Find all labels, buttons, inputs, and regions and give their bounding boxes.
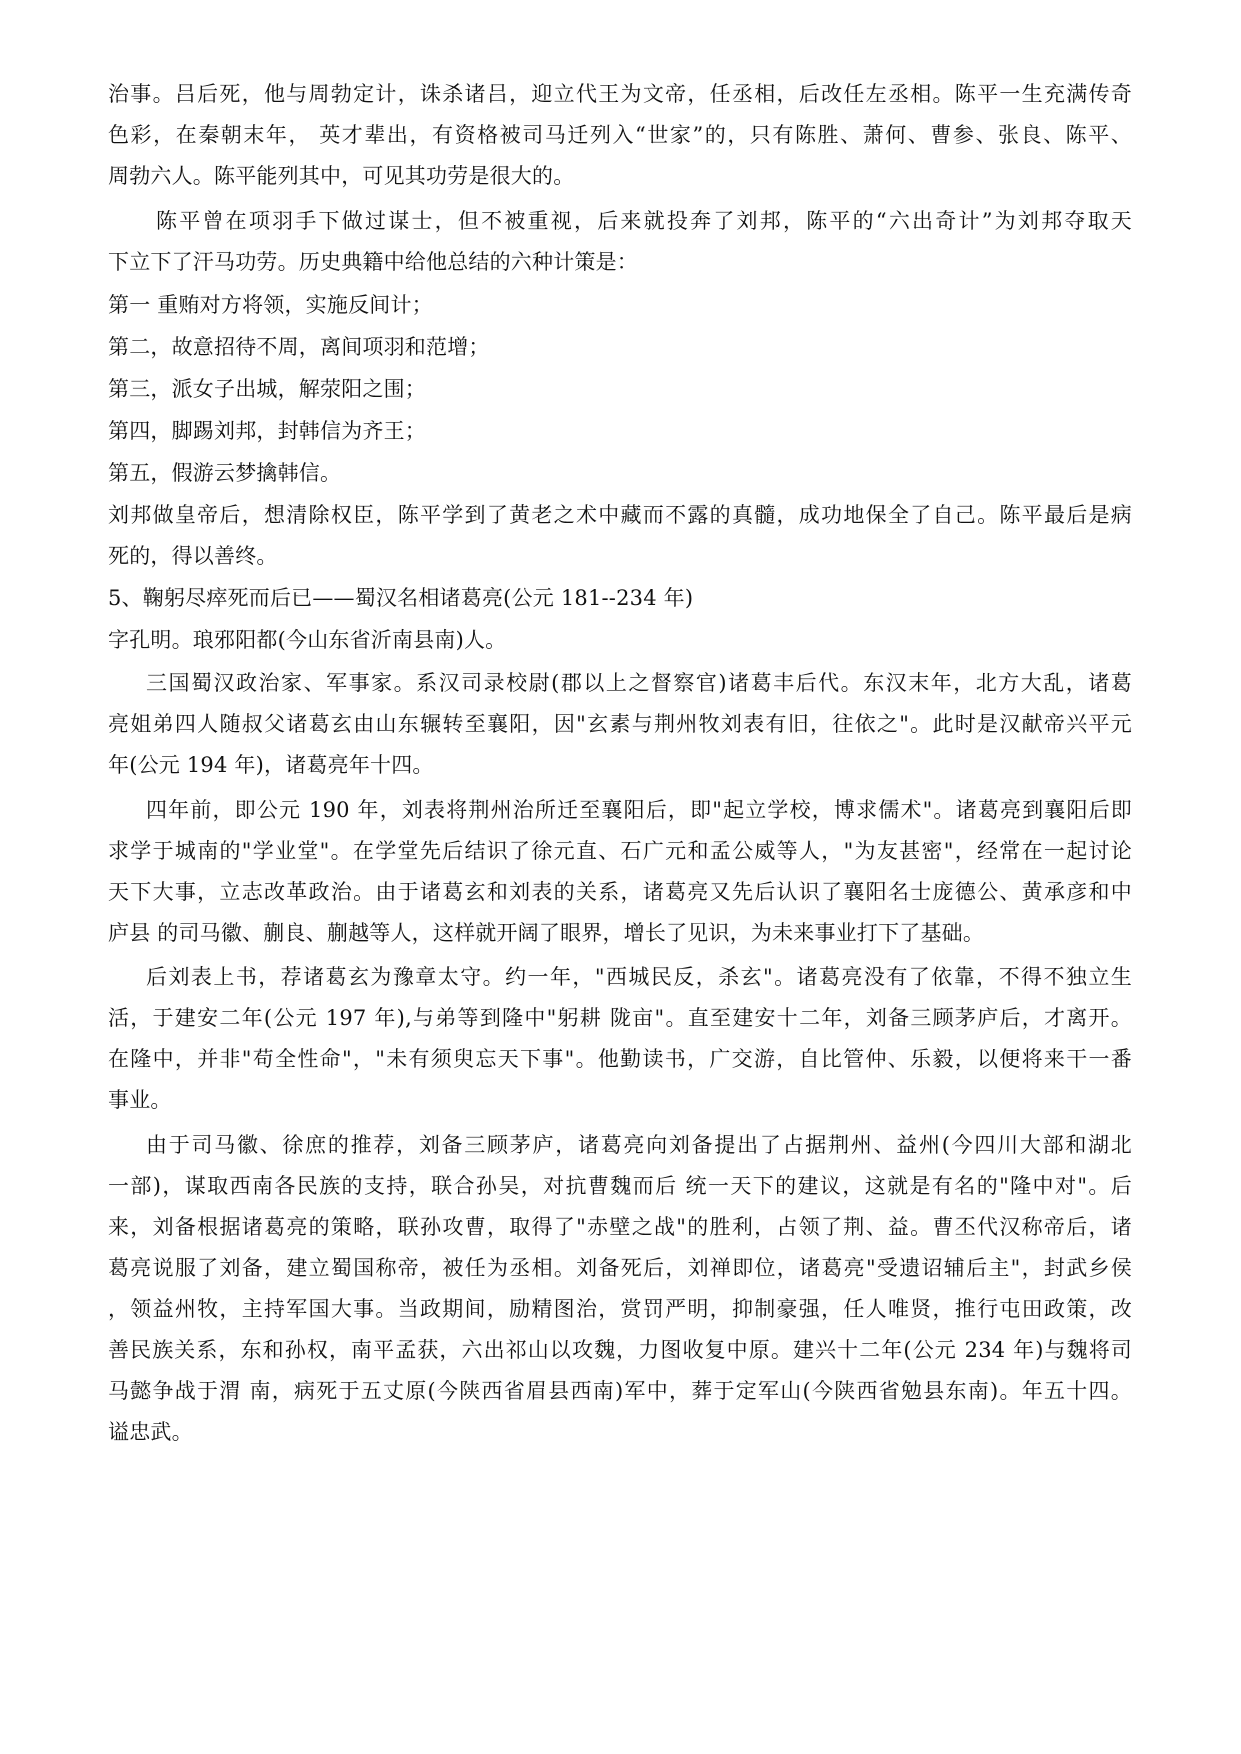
text-line: 后刘表上书，荐诸葛玄为豫章太守。约一年，"西城民反，杀玄"。诸葛亮没有了依靠，不得不独立生: [146, 965, 1132, 989]
text-line: ，领益州牧，主持军国大事。当政期间，励精图治，赏罚严明，抑制豪强，任人唯贤，推行屯田政策，改: [108, 1297, 1132, 1321]
text-line: 色彩，在秦朝末年， 英才辈出，有资格被司马迁列入“世家”的，只有陈胜、萧何、曹参、张良、陈平、: [108, 123, 1132, 147]
text-line: 谥忠武。: [108, 1420, 193, 1444]
text-line: 来，刘备根据诸葛亮的策略，联孙攻曹，取得了"赤壁之战"的胜利，占领了荆、益。曹丕代汉称帝后，诸: [108, 1215, 1132, 1239]
text-line: 马懿争战于渭 南，病死于五丈原(今陕西省眉县西南)军中，葬于定军山(今陕西省勉县东南)。年五十四。: [108, 1379, 1132, 1403]
text-line: 由于司马徽、徐庶的推荐，刘备三顾茅庐，诸葛亮向刘备提出了占据荆州、益州(今四川大部和湖北: [146, 1133, 1132, 1157]
list-item: 第三，派女子出城，解荥阳之围；: [108, 377, 426, 401]
section-heading: 5、鞠躬尽瘁死而后已——蜀汉名相诸葛亮(公元 181--234 年): [108, 586, 694, 610]
list-item: 第五，假游云梦擒韩信。: [108, 461, 342, 485]
text-line: 一部)，谋取西南各民族的支持，联合孙吴，对抗曹魏而后 统一天下的建议，这就是有名的"隆中对"。后: [108, 1174, 1132, 1198]
text-line: 求学于城南的"学业堂"。在学堂先后结识了徐元直、石广元和孟公威等人，"为友甚密"，经常在一起讨论: [108, 839, 1132, 863]
text-line: 四年前，即公元 190 年，刘表将荆州治所迁至襄阳后，即"起立学校，博求儒术"。诸葛亮到襄阳后即: [146, 798, 1132, 822]
text-line: 陈平曾在项羽手下做过谋士，但不被重视，后来就投奔了刘邦，陈平的“六出奇计”为刘邦夺取天: [156, 209, 1132, 233]
list-item: 第四，脚踢刘邦，封韩信为齐王；: [108, 419, 426, 443]
text-line: 字孔明。琅邪阳都(今山东省沂南县南)人。: [108, 628, 507, 652]
text-line: 葛亮说服了刘备，建立蜀国称帝，被任为丞相。刘备死后，刘禅即位，诸葛亮"受遗诏辅后主"，封武乡侯: [108, 1256, 1132, 1280]
list-item: 第二，故意招待不周，离间项羽和范增；: [108, 335, 490, 359]
text-line: 善民族关系，东和孙权，南平孟获，六出祁山以攻魏，力图收复中原。建兴十二年(公元 234 年)与魏将司: [108, 1338, 1132, 1362]
text-line: 活，于建安二年(公元 197 年),与弟等到隆中"躬耕 陇亩"。直至建安十二年，刘备三顾茅庐后，才离开。: [108, 1006, 1132, 1030]
text-line: 周勃六人。陈平能列其中，可见其功劳是很大的。: [108, 164, 575, 188]
text-line: 年(公元 194 年)，诸葛亮年十四。: [108, 753, 434, 777]
text-line: 天下大事，立志改革政治。由于诸葛玄和刘表的关系，诸葛亮又先后认识了襄阳名士庞德公、黄承彦和中: [108, 880, 1132, 904]
text-line: 死的，得以善终。: [108, 544, 278, 568]
text-line: 亮姐弟四人随叔父诸葛玄由山东辗转至襄阳，因"玄素与荆州牧刘表有旧，往依之"。此时是汉献帝兴平元: [108, 712, 1132, 736]
text-line: 刘邦做皇帝后，想清除权臣，陈平学到了黄老之术中藏而不露的真髓，成功地保全了自己。陈平最后是病: [108, 503, 1132, 527]
text-line: 在隆中，并非"苟全性命"，"未有须臾忘天下事"。他勤读书，广交游，自比管仲、乐毅，以便将来干一番: [108, 1047, 1132, 1071]
text-line: 三国蜀汉政治家、军事家。系汉司录校尉(郡以上之督察官)诸葛丰后代。东汉末年，北方大乱，诸葛: [146, 671, 1132, 695]
text-line: 庐县 的司马徽、蒯良、蒯越等人，这样就开阔了眼界，增长了见识，为未来事业打下了基础。: [108, 921, 985, 945]
list-item: 第一 重贿对方将领，实施反间计；: [108, 293, 433, 317]
text-line: 事业。: [108, 1088, 172, 1112]
text-line: 治事。吕后死，他与周勃定计，诛杀诸吕，迎立代王为文帝，任丞相，后改任左丞相。陈平一生充满传奇: [108, 82, 1132, 106]
text-line: 下立下了汗马功劳。历史典籍中给他总结的六种计策是：: [108, 250, 638, 274]
